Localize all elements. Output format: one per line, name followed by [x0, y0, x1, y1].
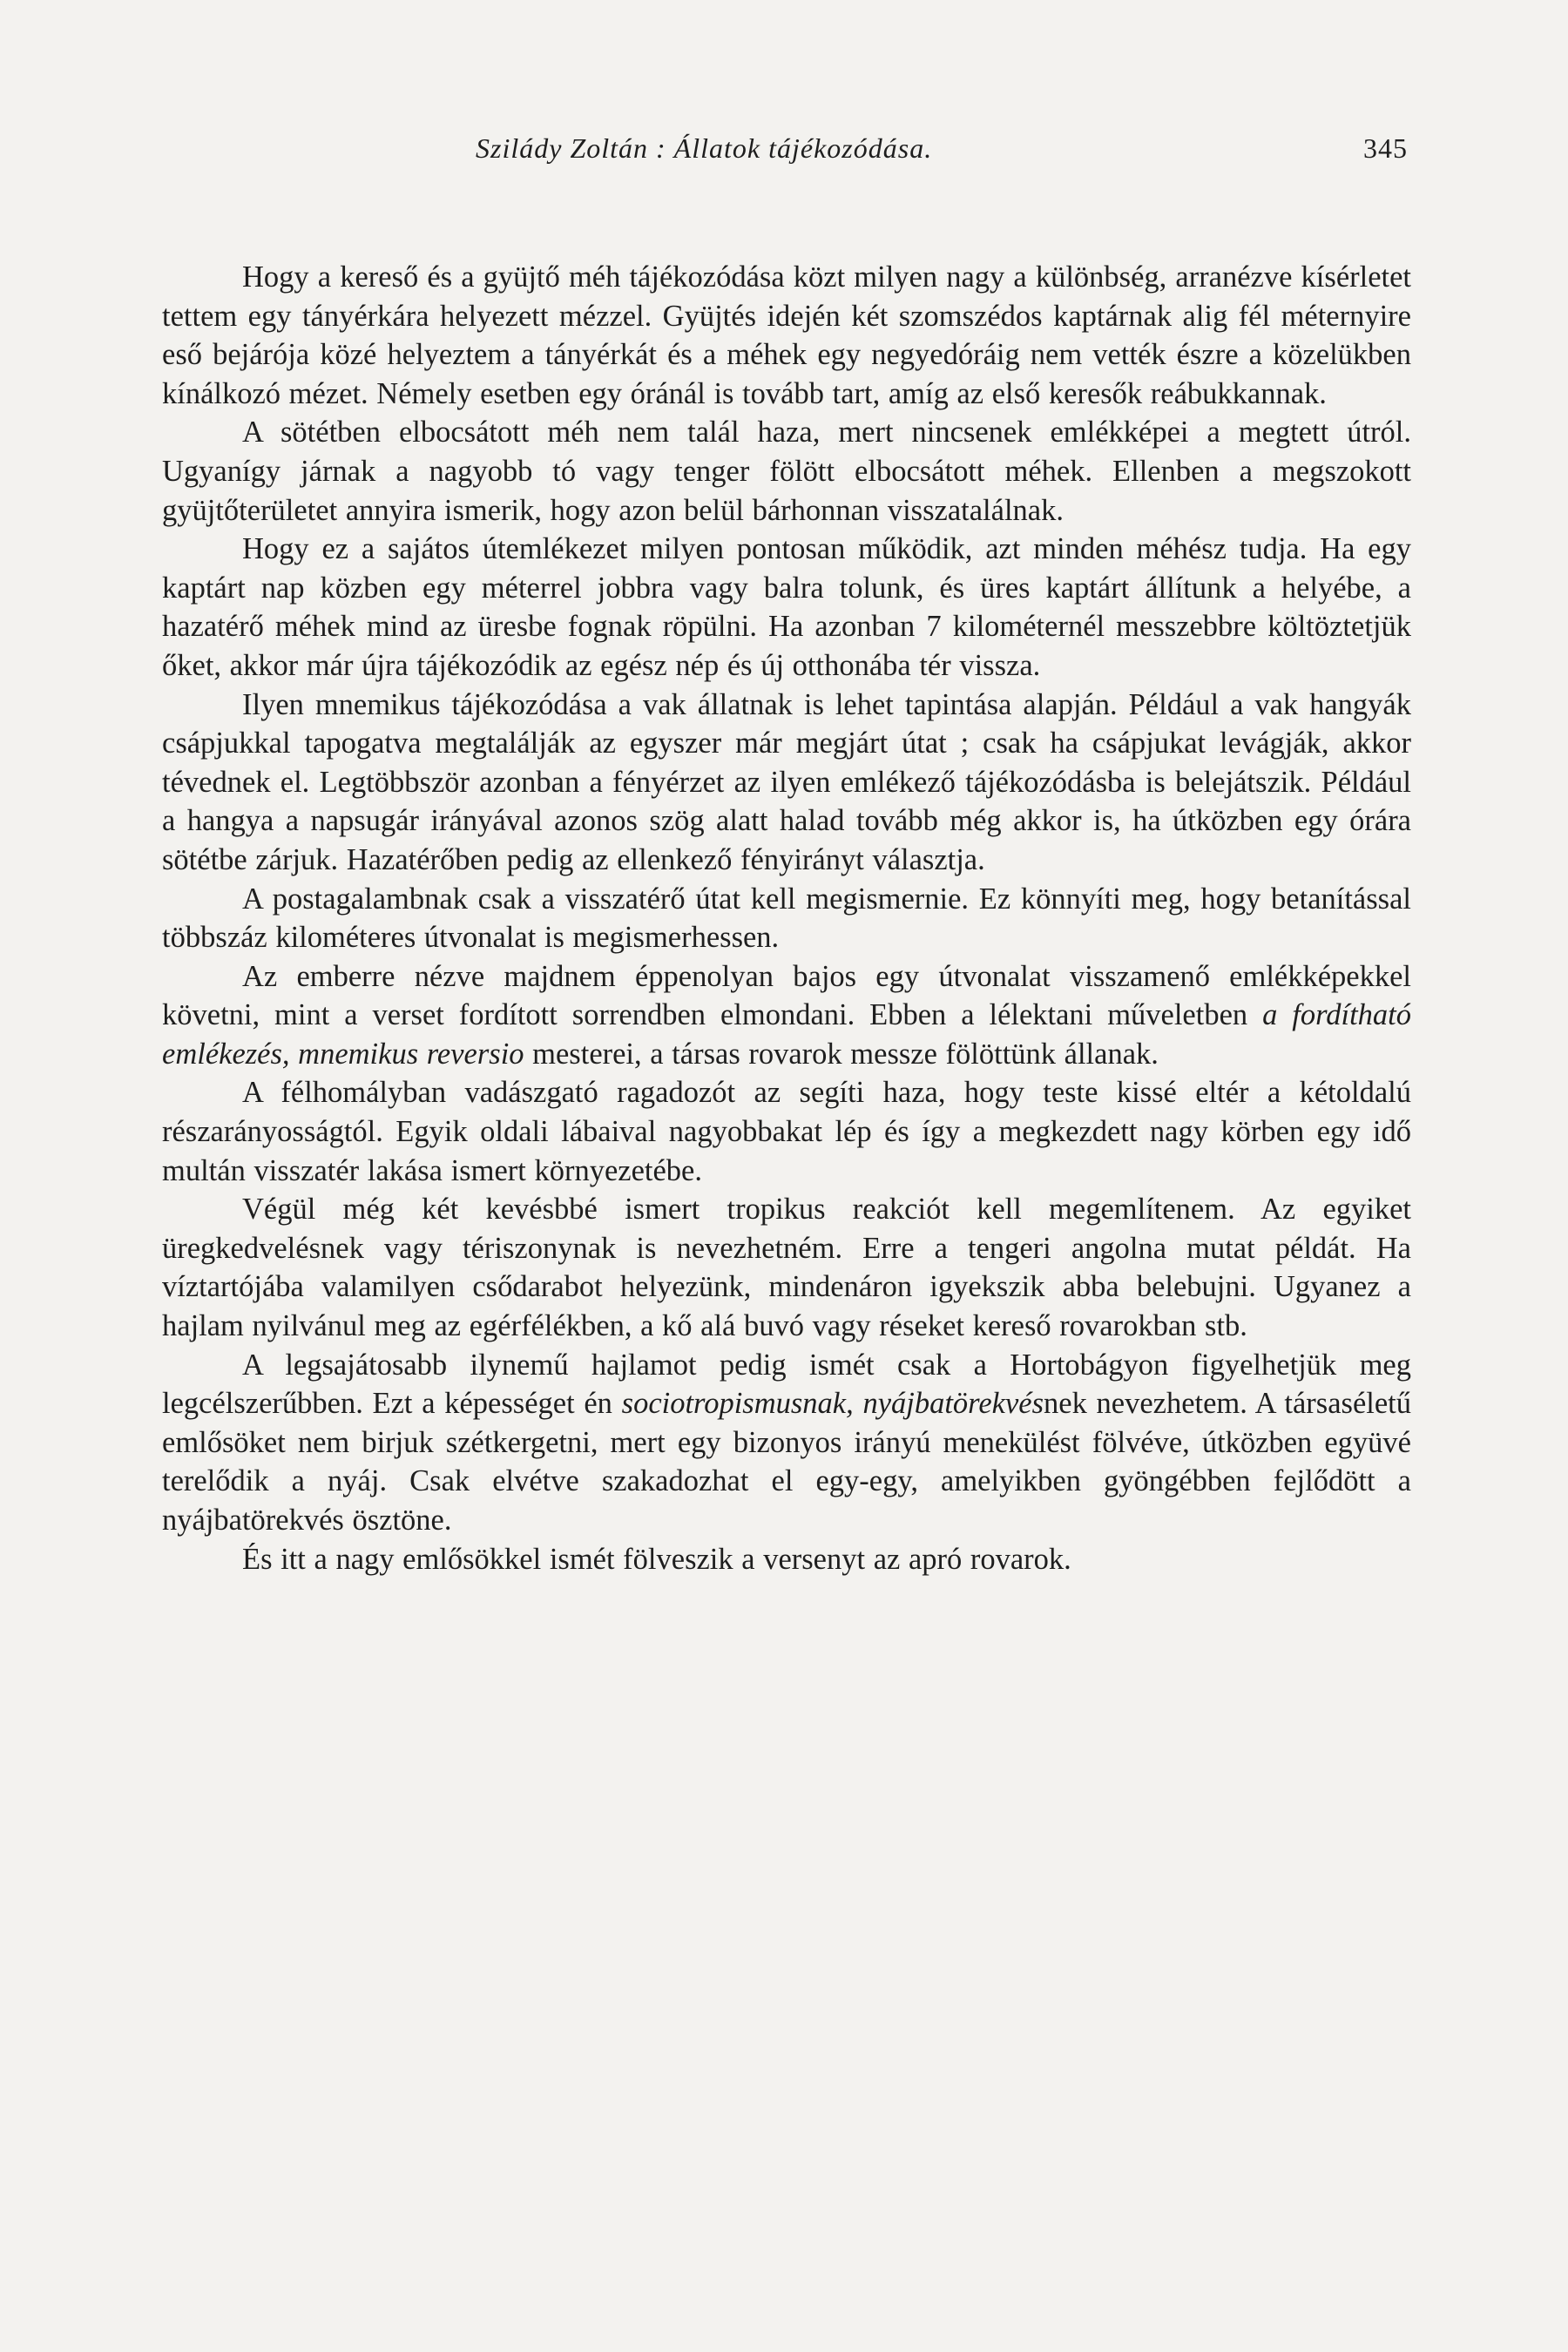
paragraph — [162, 1346, 1411, 1540]
paragraph — [162, 957, 1411, 1074]
paragraph-text: A legsajátosabb ilynemű hajlamot pedig ismét csak a Hortobágyon figyelhetjük meg legcélszerűbben. Ezt a képességet én — [162, 1348, 1411, 1421]
paragraph: Ilyen mnemikus tájékozódása a vak állatnak is lehet tapintása alapján. Például a vak hangyák csápjukkal tapogatva megtalálják az egyszer már megjárt útat ; csak ha csápjukat levágják, akkor tévednek el. Legtöbbször azonban a fényérzet az ilyen emlékező tájékozódásba is belejátszik. Például a hangya a napsugár irányával azonos szög alatt halad tovább még akkor is, ha útközben egy órára sötétbe zárjuk. Hazatérőben pedig az ellenkező fényirányt választja. — [162, 687, 1411, 876]
running-head — [162, 132, 1408, 176]
paragraph: A félhomályban vadászgató ragadozót az segíti haza, hogy teste kissé eltér a kétoldalú részarányosságtól. Egyik oldali lábaival nagyobbakat lép és így a megkezdett nagy körben egy idő multán visszatér lakása ismert környezetébe. — [162, 1076, 1411, 1187]
page-number: 345 — [1363, 132, 1408, 164]
italic-phrase: a fordítható emlékezés, mnemikus reversio — [162, 998, 1411, 1071]
running-title: Sziládу Zoltán : Állatok tájékozódása. — [476, 132, 933, 164]
body-text — [162, 258, 1411, 1578]
paragraph: A sötétben elbocsátott méh nem talál haza, mert nincsenek emlékképei a megtett útról. Ugyanígy járnak a nagyobb tó vagy tenger fölött elbocsátott méhek. Ellenben a megszokott gyüjtőterületet annyira ismerik, hogy azon belül bárhonnan visszatalálnak. — [162, 416, 1411, 527]
paragraph-text: Az emberre nézve majdnem éppenolyan bajos egy útvonalat visszamenő emlékképekkel követni, mint a verset fordított sorrendben elmondani. Ebben a lélektani műveletben — [162, 959, 1411, 1032]
paragraph: És itt a nagy emlősökkel ismét fölveszik a versenyt az apró rovarok. — [242, 1542, 1071, 1576]
paragraph: Hogy ez a sajátos útemlékezet milyen pontosan működik, azt minden méhész tudja. Ha egy kaptárt nap közben egy méterrel jobbra vagy balra tolunk, és üres kaptárt állítunk a helyébe, a hazatérő méhek mind az üresbe fognak röpülni. Ha azonban 7 kilométernél messzebbre költöztetjük őket, akkor már újra tájékozódik az egész nép és új otthonába tér vissza. — [162, 532, 1411, 682]
italic-phrase: sociotropismusnak, nyájbatörekvés — [621, 1387, 1044, 1421]
paragraph-text: nek nevezhetem. A társaséletű emlősöket nem birjuk szétkergetni, mert egy bizonyos irányú menekülést fölvéve, útközben együvé terelődik a nyáj. Csak elvétve szakadozhat el egy-egy, amelyikben gyöngébben fejlődött a nyájbatörekvés ösztöne. — [162, 1387, 1411, 1537]
paragraph: A postagalambnak csak a visszatérő útat kell megismernie. Ez könnyíti meg, hogy betanítással többszáz kilométeres útvonalat is megismerhessen. — [162, 882, 1411, 955]
paragraph: Végül még két kevésbbé ismert tropikus reakciót kell megemlítenem. Az egyiket üregkedvelésnek vagy tériszonynak is nevezhetném. Erre a tengeri angolna mutat példát. Ha víztartójába valamilyen csődarabot helyezünk, mindenáron igyekszik abba belebujni. Ugyanez a hajlam nyilvánul meg az egérfélékben, a kő alá buvó vagy réseket kereső rovarokban stb. — [162, 1193, 1411, 1343]
paragraph-text: mesterei, a társas rovarok messze fölöttünk állanak. — [524, 1037, 1159, 1071]
paragraph: Hogy a kereső és a gyüjtő méh tájékozódása közt milyen nagy a különbség, arranézve kísérletet tettem egy tányérkára helyezett mézzel. Gyüjtés idején két szomszédos kaptárnak alig fél méternyire eső bejárója közé helyeztem a tányérkát és a méhek egy negyedóráig nem vették észre a közelükben kínálkozó mézet. Némely esetben egy óránál is tovább tart, amíg az első keresők reábukkannak. — [162, 260, 1411, 410]
